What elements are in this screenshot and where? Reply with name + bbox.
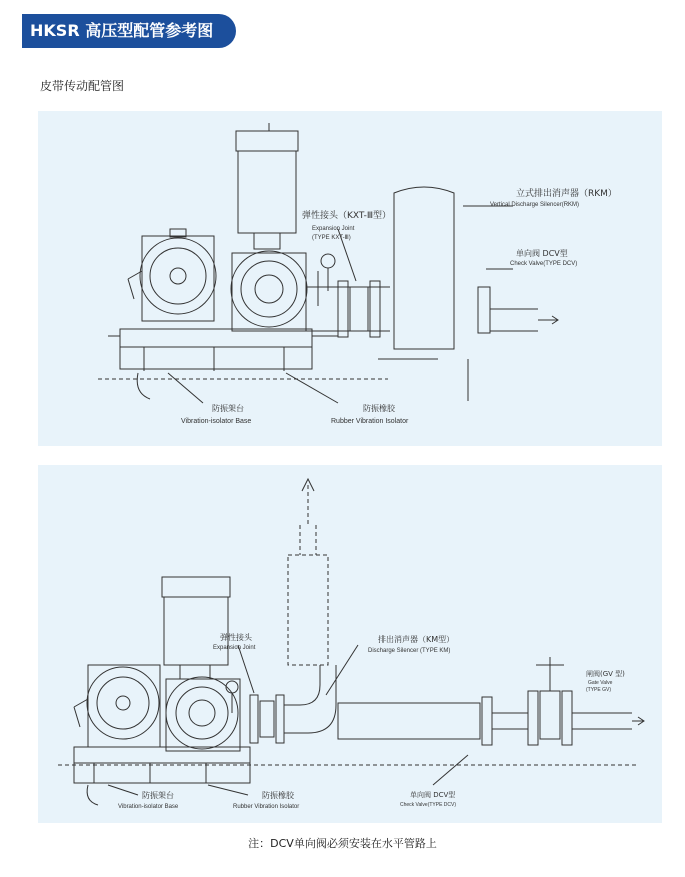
- discharge-pipe: [250, 665, 336, 743]
- base-frame: [108, 329, 338, 399]
- horizontal-silencer: [338, 697, 528, 745]
- discharge-pipe: [306, 281, 390, 337]
- label-expansion-joint-1-type: (TYPE KXT-Ⅲ): [312, 235, 351, 241]
- label-expansion-joint-1-en: Expansion Joint: [312, 226, 355, 232]
- label-check-valve-1-cn: 单向阀 DCV型: [516, 249, 568, 258]
- label-expansion-joint-2-cn: 弹性接头: [220, 633, 252, 642]
- motor: [128, 229, 216, 321]
- label-rubber-1-cn: 防振橡胶: [363, 404, 395, 413]
- diagram-2-drawing: [38, 465, 662, 823]
- motor: [74, 665, 160, 747]
- label-expansion-joint-1-cn: 弹性接头（KXT-Ⅲ型）: [302, 211, 392, 221]
- label-check-valve-1-en: Check Valve(TYPE DCV): [510, 261, 578, 267]
- label-base-2-en: Vibration-isolator Base: [118, 804, 179, 810]
- diagram-panel-2: [38, 465, 662, 823]
- footer-note: 注：DCV单向阀必须安装在水平管路上: [248, 837, 437, 850]
- label-base-1-en: Vibration-isolator Base: [181, 418, 252, 425]
- label-base-2-cn: 防振架台: [142, 791, 174, 800]
- label-silencer-2-en: Discharge Silencer (TYPE KM): [368, 648, 451, 654]
- label-silencer-1-cn: 立式排出消声器（RKM）: [516, 189, 617, 199]
- blower: [162, 577, 240, 751]
- label-gate-valve-2-cn: 闸阀(GV 型): [586, 670, 625, 678]
- label-gate-valve-2-en1: Gate Valve: [588, 680, 613, 686]
- label-expansion-joint-2-en: Expansion Joint: [213, 645, 256, 651]
- vertical-silencer: [378, 187, 468, 401]
- label-check-valve-2-en: Check Valve(TYPE DCV): [400, 802, 457, 808]
- label-check-valve-2-cn: 单向阀 DCV型: [410, 791, 456, 799]
- label-rubber-2-cn: 防振橡胶: [262, 791, 294, 800]
- diagram-1-drawing: [38, 111, 662, 446]
- label-rubber-2-en: Rubber Vibration Isolator: [233, 804, 300, 810]
- diagram-panel-1: [38, 111, 662, 446]
- check-valve: [478, 287, 558, 333]
- label-gate-valve-2-en2: (TYPE GV): [586, 687, 612, 693]
- section-subtitle: 皮带传动配管图: [40, 79, 125, 93]
- label-silencer-2-cn: 排出消声器（KM型）: [378, 635, 455, 644]
- label-silencer-1-en: Vertical Discharge Silencer(RKM): [490, 202, 580, 208]
- blower: [231, 123, 307, 331]
- label-rubber-1-en: Rubber Vibration Isolator: [331, 418, 409, 425]
- vertical-silencer: [288, 485, 328, 665]
- label-base-1-cn: 防振架台: [212, 404, 244, 413]
- page-title: HKSR 高压型配管参考图: [22, 14, 236, 48]
